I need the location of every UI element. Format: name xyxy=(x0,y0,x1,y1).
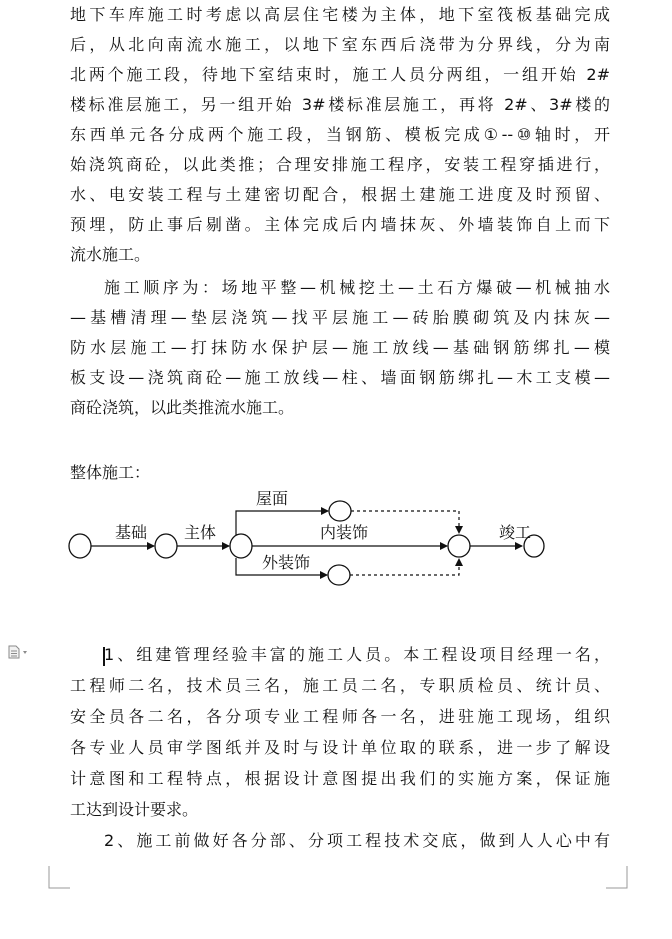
paragraph-1-line: 楼标准层施工，另一组开始 3#楼标准层施工，再将 2#、3#楼的 xyxy=(70,95,610,114)
paragraph-1-line: 东西单元各分成两个施工段，当钢筋、模板完成①--⑩轴时，开 xyxy=(70,125,610,144)
paragraph-3-line: 工程师二名，技术员三名，施工员二名，专职质检员、统计员、 xyxy=(70,676,610,695)
paragraph-2-line: 板支设—浇筑商砼—施工放线—柱、墙面钢筋绑扎—木工支模— xyxy=(70,368,610,387)
flow-node-foundation-done xyxy=(155,534,177,558)
paragraph-2-line: —基槽清理—垫层浇筑—找平层施工—砖胎膜砌筑及内抹灰— xyxy=(70,308,610,327)
flow-node-merge xyxy=(448,535,470,557)
page-corner-mark-right xyxy=(604,866,628,890)
paragraph-4-line: 2、施工前做好各分部、分项工程技术交底，做到人人心中有 xyxy=(104,831,610,850)
flow-node-structure-done xyxy=(230,534,252,558)
paragraph-1-line: 流水施工。 xyxy=(70,245,151,264)
paragraph-3-line: 计意图和工程特点，根据设计意图提出我们的实施方案，保证施 xyxy=(70,769,610,788)
flow-node-start xyxy=(69,534,91,558)
paragraph-2-line: 防水层施工—打抹防水保护层—施工放线—基础钢筋绑扎—模 xyxy=(70,338,610,357)
paragraph-2-line: 商砼浇筑，以此类推流水施工。 xyxy=(70,398,295,417)
flow-node-roof xyxy=(329,501,351,521)
paragraph-1-line: 地下车库施工时考虑以高层住宅楼为主体，地下室筏板基础完成 xyxy=(70,5,610,24)
paragraph-1-line: 北两个施工段，待地下室结束时，施工人员分两组，一组开始 2# xyxy=(70,65,610,84)
flow-label-structure: 主体 xyxy=(184,523,217,542)
paragraph-3-line: 1、组建管理经验丰富的施工人员。本工程设项目经理一名， xyxy=(104,645,610,664)
flow-dashed-exterior-merge xyxy=(350,559,459,575)
flow-label-foundation: 基础 xyxy=(115,523,148,542)
flow-label-interior: 内装饰 xyxy=(320,523,369,542)
paragraph-1-line: 预埋，防止事后剔凿。主体完成后内墙抹灰、外墙装饰自上而下 xyxy=(70,215,610,234)
paragraph-1-line: 后，从北向南流水施工，以地下室东西后浇带为分界线，分为南 xyxy=(70,35,610,54)
paragraph-3-line: 工达到设计要求。 xyxy=(70,800,199,819)
flow-label-exterior: 外装饰 xyxy=(262,553,311,572)
paragraph-1-line: 始浇筑商砼，以此类推；合理安排施工程序，安装工程穿插进行， xyxy=(70,155,610,174)
flow-label-roof: 屋面 xyxy=(256,489,289,508)
construction-flow-diagram xyxy=(0,478,672,598)
page-corner-mark-left xyxy=(48,866,72,890)
flow-label-completion: 竣工 xyxy=(499,523,532,542)
paragraph-3-line: 各专业人员审学图纸并及时与设计单位取的联系，进一步了解设 xyxy=(70,738,610,757)
paragraph-2-line: 施工顺序为：场地平整—机械挖土—土石方爆破—机械抽水 xyxy=(104,278,610,297)
paragraph-document-icon[interactable] xyxy=(8,645,38,659)
flow-arrow-roof xyxy=(236,511,328,535)
paragraph-1-line: 水、电安装工程与土建密切配合，根据土建施工进度及时预留、 xyxy=(70,185,610,204)
paragraph-3-line: 安全员各二名，各分项专业工程师各一名，进驻施工现场，组织 xyxy=(70,707,610,726)
dropdown-arrow-icon xyxy=(23,651,27,654)
flow-node-exterior xyxy=(328,565,350,585)
flow-heading: 整体施工： xyxy=(70,463,151,482)
